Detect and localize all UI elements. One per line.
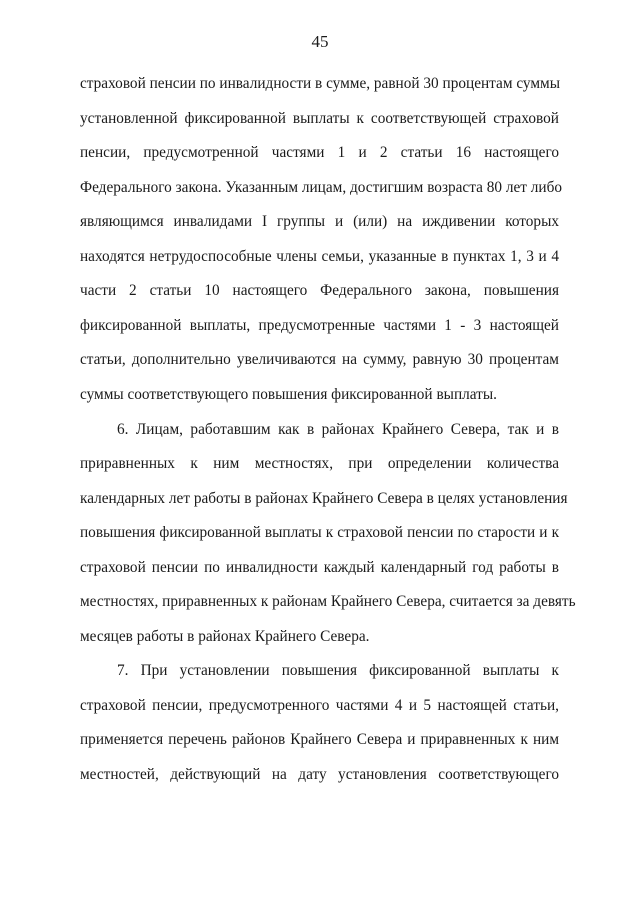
- text-line: применяется перечень районов Крайнего Севера и приравненных к ним: [80, 731, 559, 748]
- text-line: фиксированной выплаты, предусмотренные частями 1 - 3 настоящей: [80, 317, 559, 334]
- text-line: приравненных к ним местностях, при определении количества: [80, 455, 559, 472]
- text-line: страховой пенсии по инвалидности в сумме, равной 30 процентам суммы: [80, 75, 561, 92]
- page-number: 45: [311, 32, 329, 51]
- text-line: статьи, дополнительно увеличиваются на сумму, равную 30 процентам: [80, 351, 559, 368]
- text-line: части 2 статьи 10 настоящего Федерального закона, повышения: [80, 282, 559, 299]
- text-line: являющимся инвалидами I группы и (или) на иждивении которых: [80, 213, 559, 230]
- text-line: местностей, действующий на дату установления соответствующего: [80, 766, 559, 783]
- text-line: страховой пенсии по инвалидности каждый календарный год работы в: [80, 559, 559, 576]
- text-line: находятся нетрудоспособные члены семьи, указанные в пунктах 1, 3 и 4: [80, 248, 559, 265]
- text-line: местностях, приравненных к районам Крайнего Севера, считается за девять: [80, 593, 576, 610]
- text-line: страховой пенсии, предусмотренного частями 4 и 5 настоящей статьи,: [80, 697, 559, 714]
- text-line: суммы соответствующего повышения фиксированной выплаты.: [80, 386, 497, 403]
- text-line: месяцев работы в районах Крайнего Севера.: [80, 628, 370, 645]
- text-line: календарных лет работы в районах Крайнего Севера в целях установления: [80, 490, 568, 507]
- paragraph-7-start: 7. При установлении повышения фиксированной выплаты к: [117, 662, 559, 679]
- text-line: установленной фиксированной выплаты к соответствующей страховой: [80, 110, 559, 127]
- text-line: Федерального закона. Указанным лицам, достигшим возраста 80 лет либо: [80, 179, 563, 196]
- paragraph-6-start: 6. Лицам, работавшим как в районах Крайнего Севера, так и в: [117, 421, 559, 438]
- text-line: пенсии, предусмотренной частями 1 и 2 статьи 16 настоящего: [80, 144, 559, 161]
- text-line: повышения фиксированной выплаты к страховой пенсии по старости и к: [80, 524, 559, 541]
